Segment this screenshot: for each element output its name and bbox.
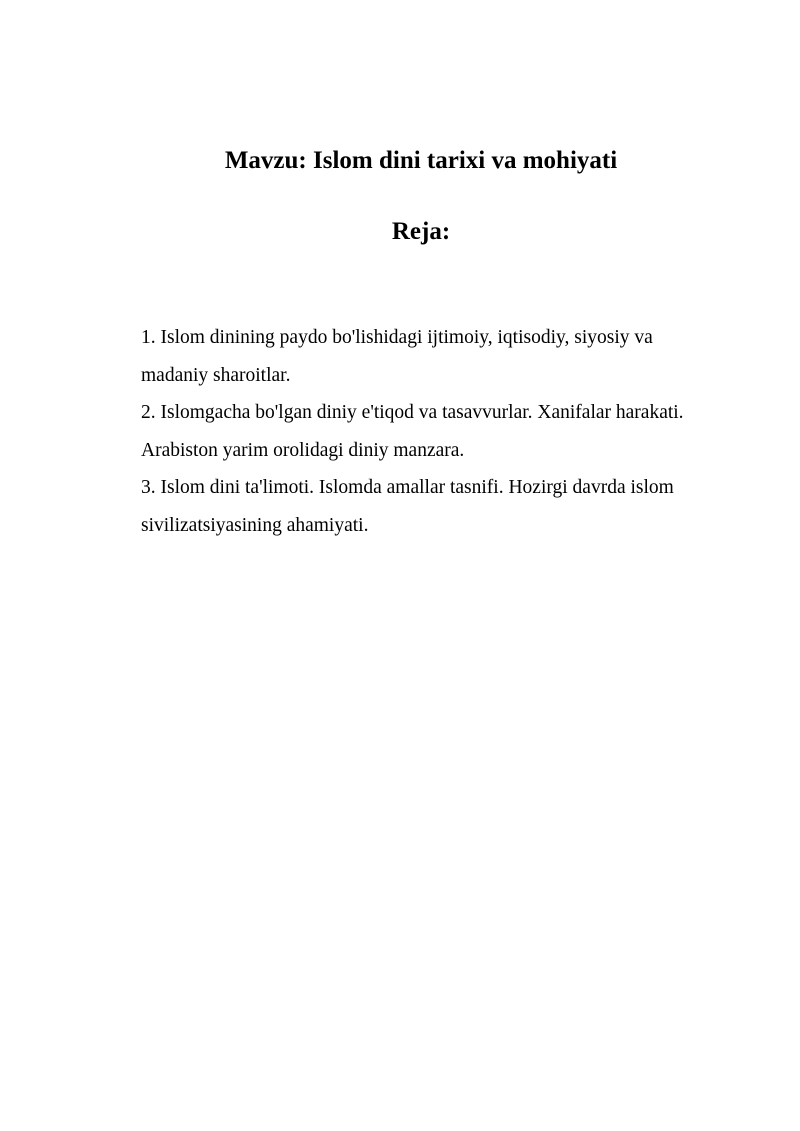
- plan-item: 3. Islom dini ta'limoti. Islomda amallar tasnifi. Hozirgi davrda islom sivilizatsiyasining ahamiyati.: [141, 477, 674, 536]
- document-title: Mavzu: Islom dini tarixi va mohiyati: [224, 147, 618, 174]
- plan-list: [141, 319, 701, 544]
- plan-heading: Reja:: [391, 218, 451, 245]
- plan-item: 1. Islom dinining paydo bo'lishidagi ijtimoiy, iqtisodiy, siyosiy va madaniy sharoitlar.: [141, 327, 653, 386]
- plan-item: 2. Islomgacha bo'lgan diniy e'tiqod va tasavvurlar. Xanifalar harakati. Arabiston yarim orolidagi diniy manzara.: [141, 402, 684, 461]
